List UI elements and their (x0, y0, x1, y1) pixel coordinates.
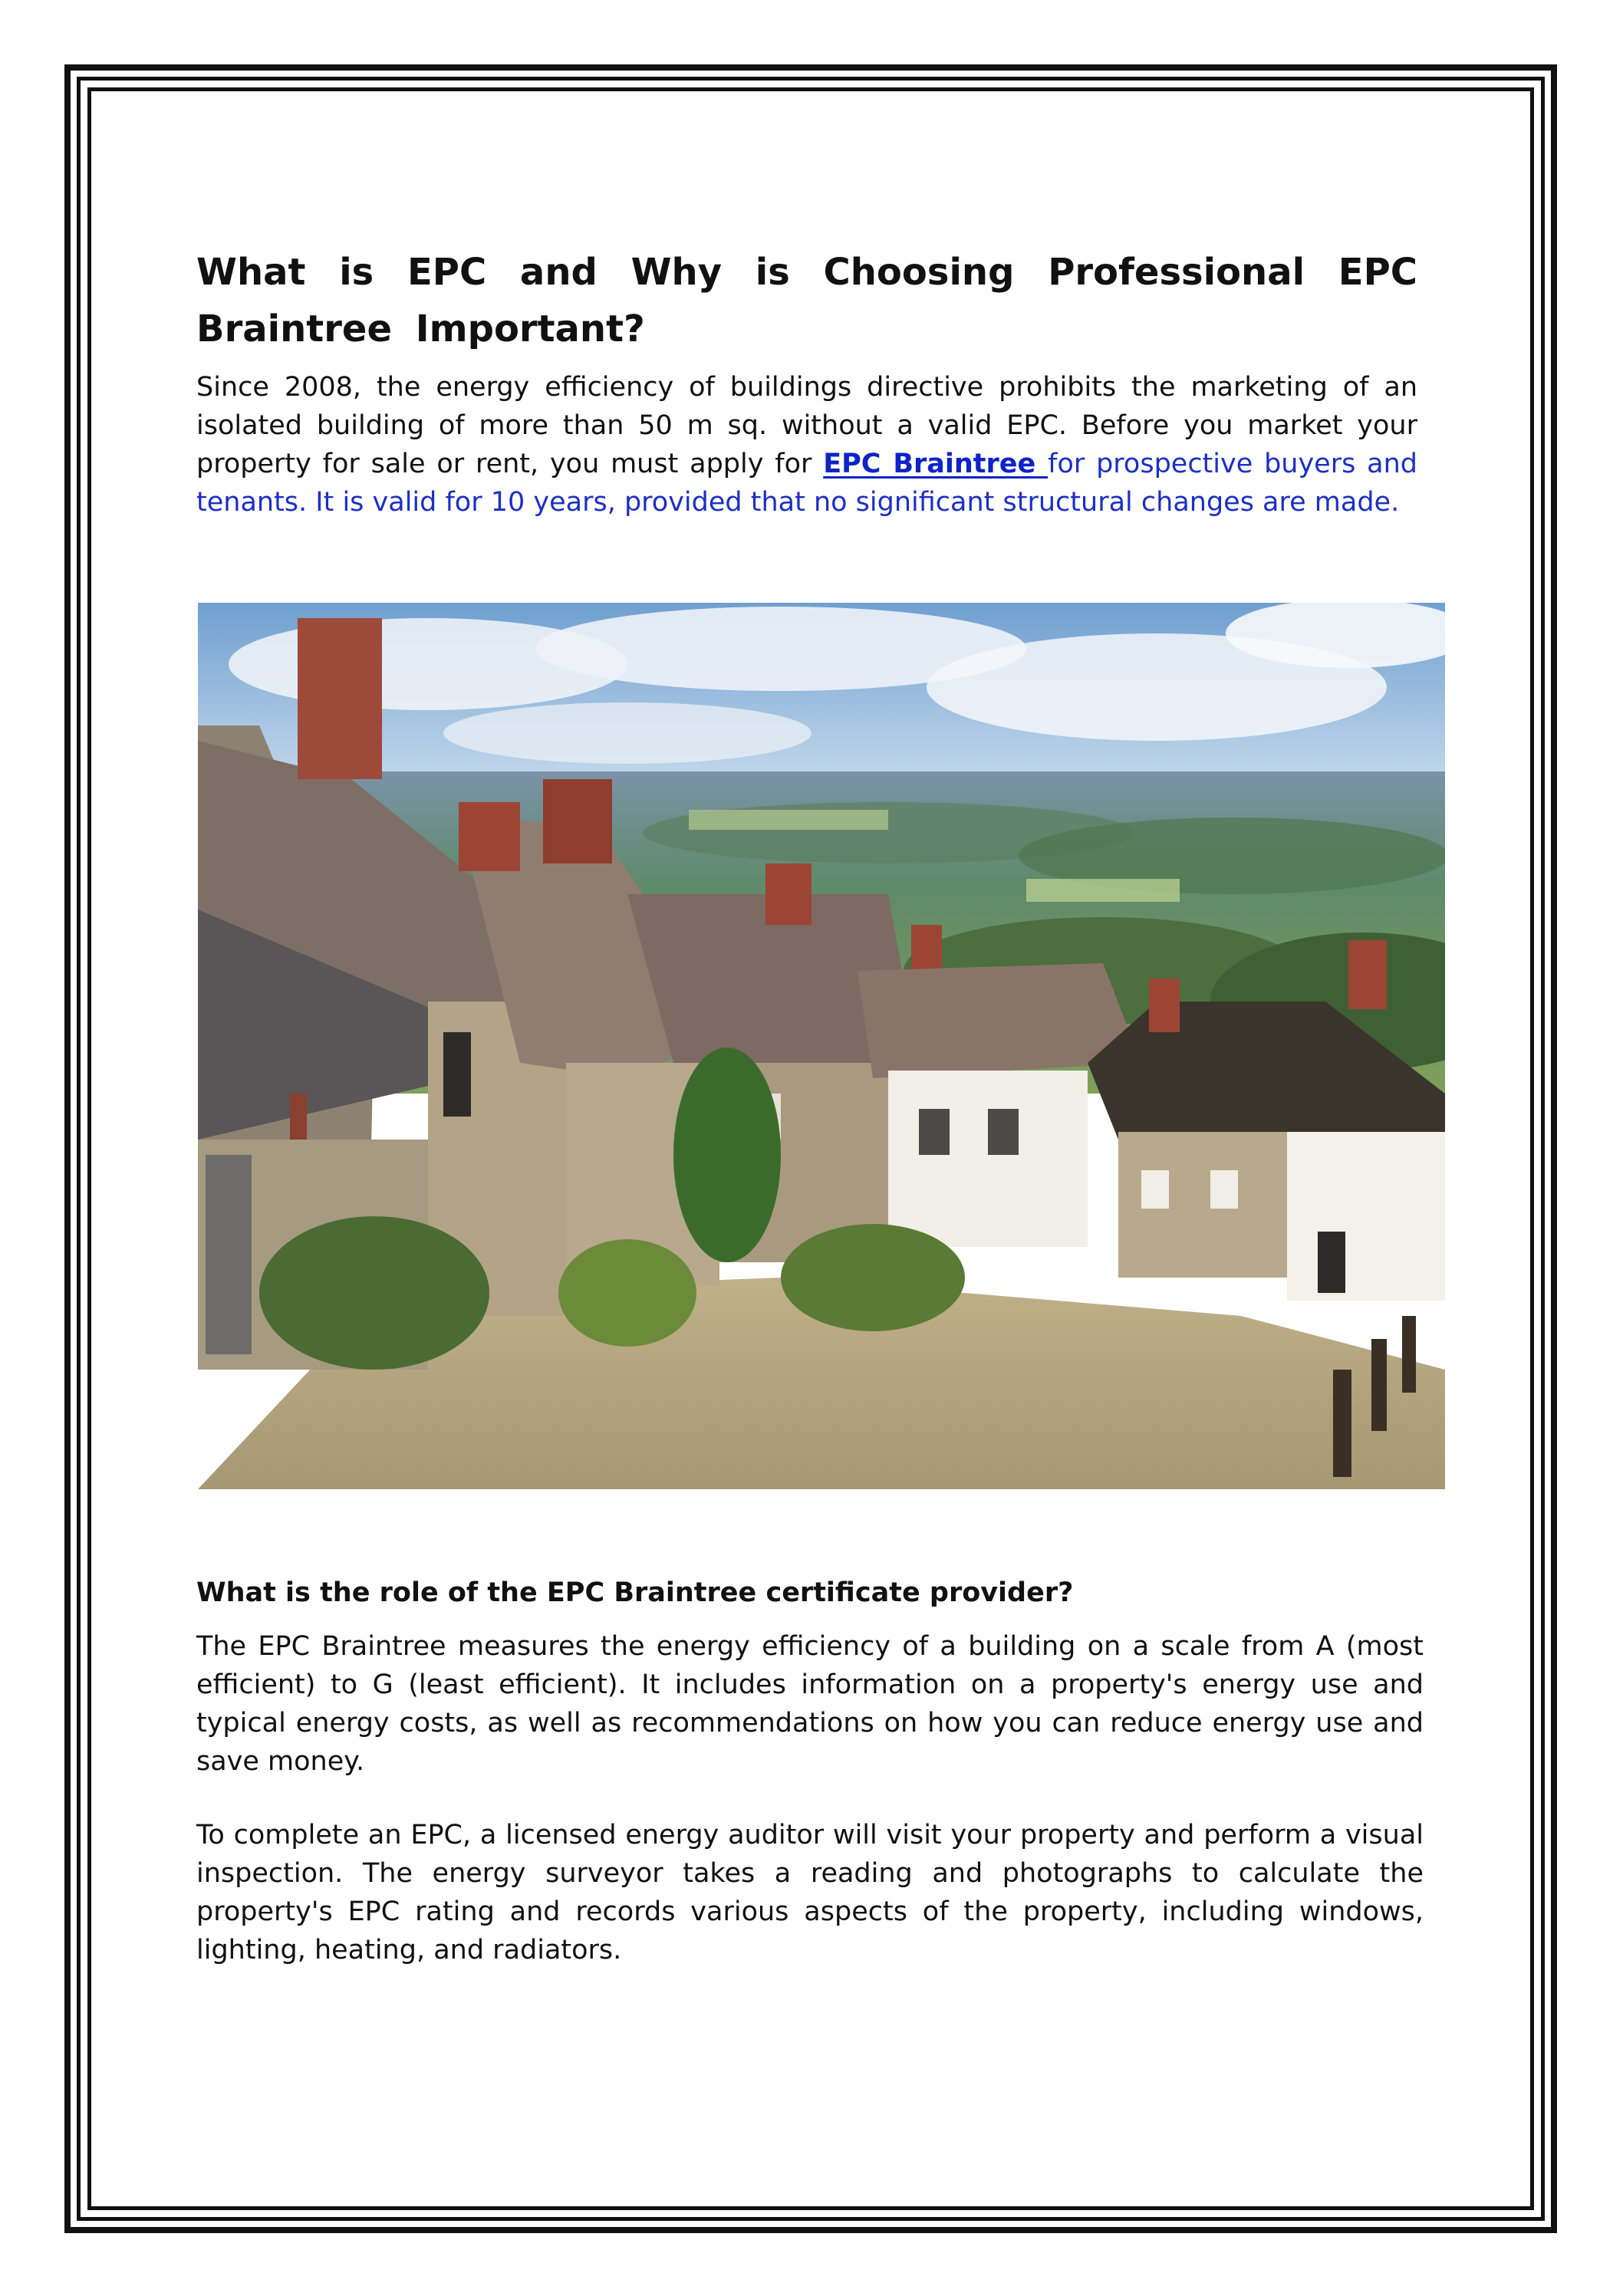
role-paragraph: The EPC Braintree measures the energy efficiency of a building on a scale from A (most efficient) to G (least efficient). It includes information on a property's energy use and typical energy costs, as well as recommendations on how you can reduce energy use and save money. (196, 1631, 1424, 1777)
intro-text: Since 2008, the energy efficiency of buildings directive prohibits the marketing of an isolated building of more than 50 m sq. without a valid EPC. Before you market your property for sale or rent, you must apply for (196, 372, 1417, 479)
intro-paragraph (196, 368, 1417, 521)
section-heading: What is the role of the EPC Braintree certificate provider? (196, 1577, 1074, 1608)
article-header (196, 244, 1417, 521)
article-title: What is EPC and Why is Choosing Professional EPC Braintree Important? (196, 251, 1417, 350)
epc-braintree-link[interactable]: EPC Braintree (823, 449, 1049, 479)
intro-text-continued: for prospective buyers and tenants. It is valid for 10 years, provided that no significant structural changes are made. (196, 449, 1417, 518)
cottages-hillside-photo (198, 603, 1445, 1489)
paragraph-spacer (196, 1781, 1424, 1816)
article-body (196, 1627, 1424, 1969)
inspection-paragraph: To complete an EPC, a licensed energy auditor will visit your property and perform a visual inspection. The energy surveyor takes a reading and photographs to calculate the property's EPC rating and records various aspects of the property, including windows, lighting, heating, and radiators. (196, 1820, 1424, 1965)
